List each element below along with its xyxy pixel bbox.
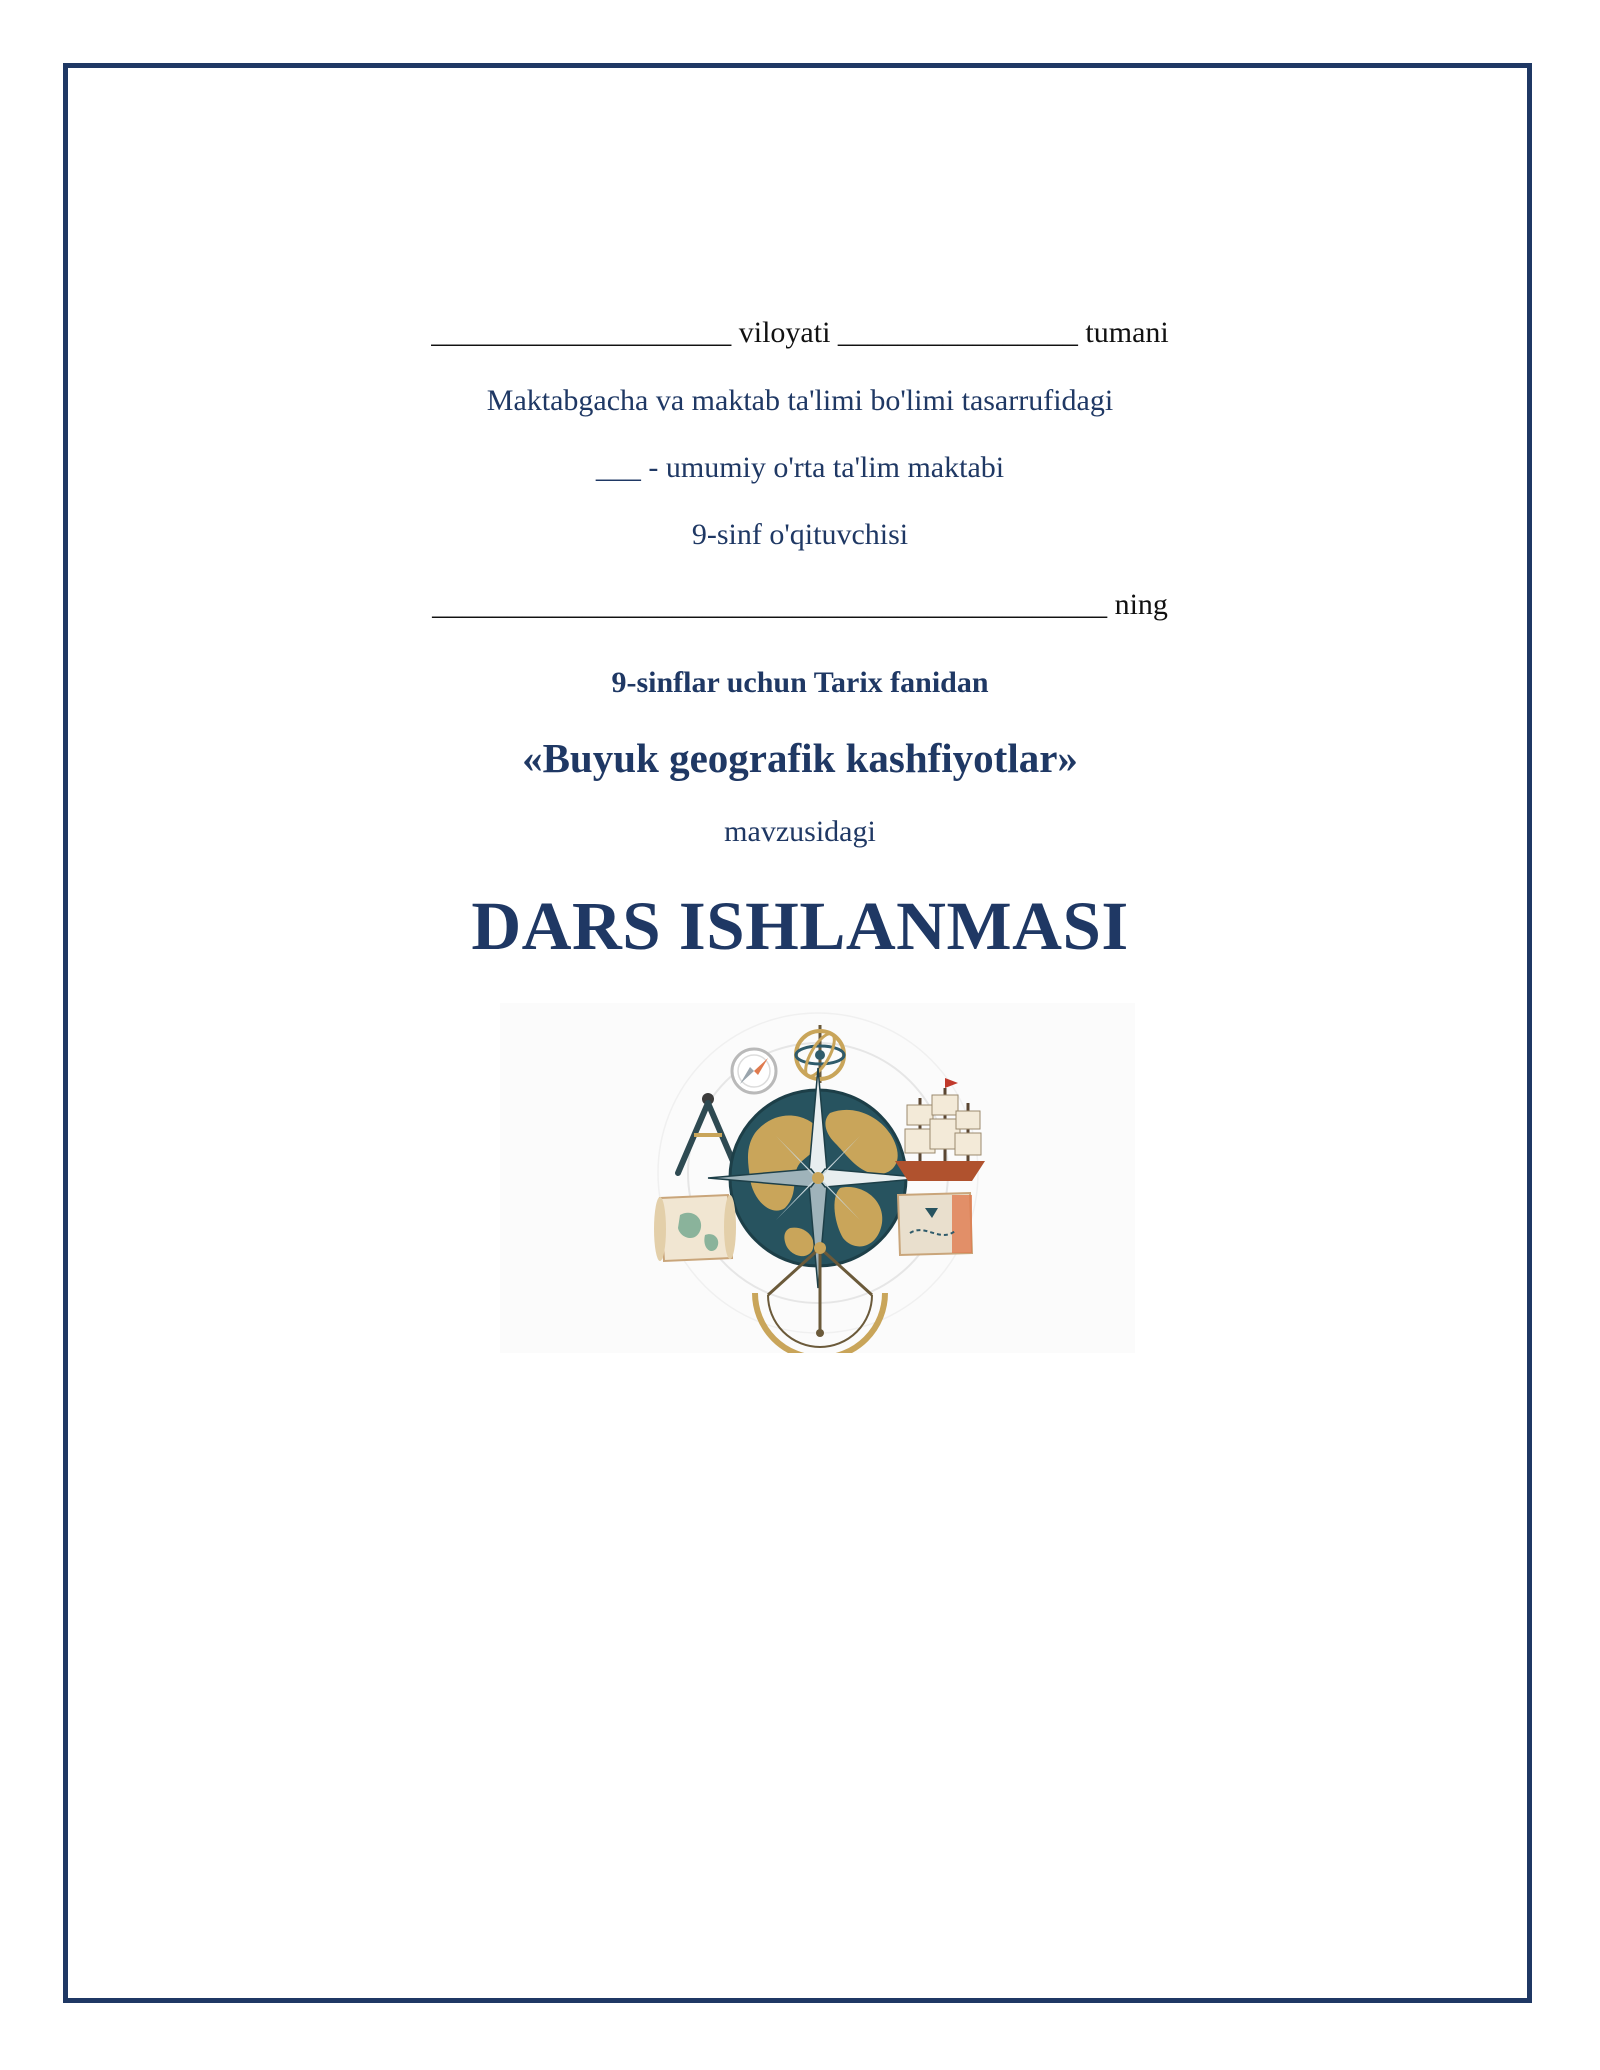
teacher-name-line: _____________________________________________ ning <box>432 588 1168 621</box>
school-line: ___ - umumiy o'rta ta'lim maktabi <box>595 451 1005 484</box>
subject-line: 9-sinflar uchun Tarix fanidan <box>611 666 989 699</box>
region-line: ____________________ viloyati ________________ tumani <box>431 316 1169 349</box>
document-title: DARS ISHLANMASI <box>471 888 1129 964</box>
navigation-compass-icon <box>732 1049 776 1093</box>
department-line: Maktabgacha va maktab ta'limi bo'limi tasarrufidagi <box>486 384 1114 417</box>
topic-title: «Buyuk geografik kashfiyotlar» <box>522 735 1078 781</box>
exploration-illustration <box>500 1003 1135 1353</box>
teacher-role: 9-sinf o'qituvchisi <box>691 518 909 551</box>
topic-suffix: mavzusidagi <box>724 815 876 848</box>
map-scroll-icon <box>898 1193 972 1255</box>
map-scroll-icon <box>654 1195 736 1261</box>
